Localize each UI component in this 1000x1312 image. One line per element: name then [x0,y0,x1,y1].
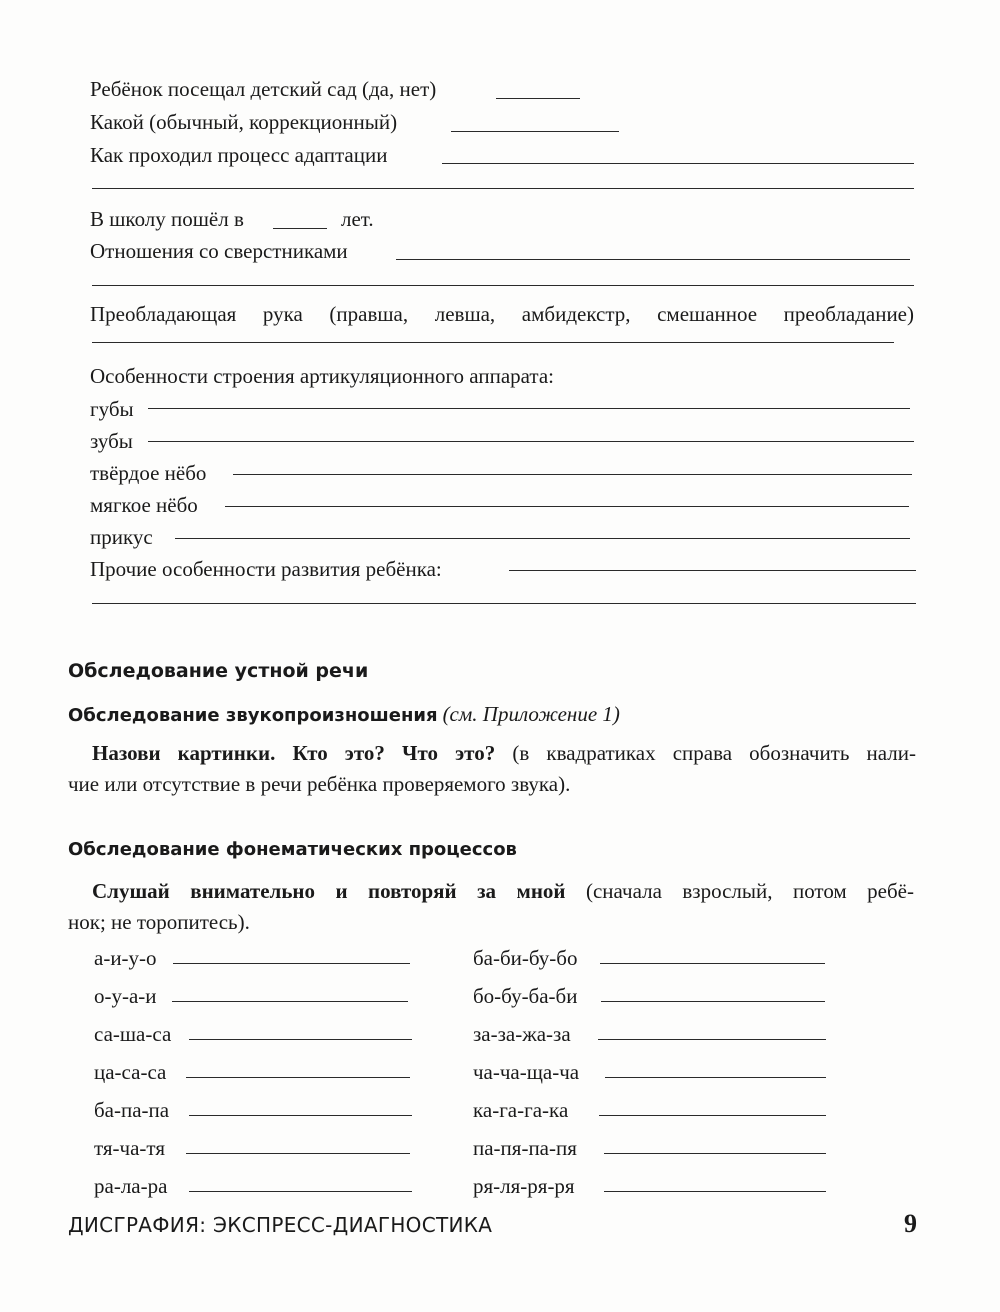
other-features-answer-line[interactable] [509,570,916,571]
syllable-left-7: ра-ла-ра [94,1174,168,1198]
school-start-label: В школу пошёл в [90,207,244,231]
kindergarten-type-label: Какой (обычный, коррекционный) [90,110,398,134]
adaptation-answer-line[interactable] [442,163,914,164]
kindergarten-answer-line[interactable] [496,98,580,99]
phonemic-instruction [68,876,914,938]
appendix-reference: (см. Приложение 1) [442,702,620,726]
kindergarten-label: Ребёнок посещал детский сад (да, нет) [90,77,437,101]
school-start-suffix: лет. [341,207,374,231]
syllable-right-3-line[interactable] [598,1039,826,1040]
syllable-right-4-line[interactable] [605,1077,826,1078]
soft-palate-answer-line[interactable] [225,506,909,507]
pronunciation-title-text: Обследование звукопроизношения [68,705,438,726]
lips-label: губы [90,397,134,421]
handedness-answer-line[interactable] [92,342,894,343]
syllable-right-1-line[interactable] [600,963,825,964]
phonemic-instruction-line-2: нок; не торопитесь). [68,910,250,934]
other-features-label: Прочие особенности развития ребёнка: [90,557,442,581]
handedness-label [90,301,914,327]
syllable-right-7-line[interactable] [604,1191,826,1192]
syllable-left-3: са-ша-са [94,1022,172,1046]
pronunciation-instruction-line-1 [68,738,916,769]
syllable-left-1: а-и-у-о [94,946,157,970]
pronunciation-instruction-rest: (в квадратиках справа обозначить нали- [512,741,917,765]
syllable-right-1: ба-би-бу-бо [473,946,578,970]
syllable-left-7-line[interactable] [189,1191,412,1192]
phonemic-instruction-bold: Слушай внимательно и повторяй за мной [92,879,566,903]
pronunciation-instruction [68,738,916,800]
teeth-answer-line[interactable] [148,441,914,442]
syllable-right-2: бо-бу-ба-би [473,984,578,1008]
adaptation-answer-line-2[interactable] [92,188,914,189]
syllable-right-2-line[interactable] [601,1001,825,1002]
articulation-label: Особенности строения артикуляционного аппарата: [90,364,554,388]
syllable-right-3: за-за-жа-за [473,1022,571,1046]
syllable-left-5: ба-па-па [94,1098,170,1122]
syllable-left-1-line[interactable] [173,963,410,964]
bite-answer-line[interactable] [175,538,910,539]
syllable-left-6-line[interactable] [186,1153,410,1154]
kindergarten-type-answer-line[interactable] [451,131,619,132]
page-number: 9 [904,1209,917,1238]
peers-answer-line[interactable] [396,259,910,260]
syllable-right-4: ча-ча-ща-ча [473,1060,580,1084]
peers-answer-line-2[interactable] [92,285,914,286]
syllable-left-5-line[interactable] [189,1115,412,1116]
school-age-answer-line[interactable] [273,228,327,229]
syllable-right-5-line[interactable] [599,1115,826,1116]
teeth-label: зубы [90,429,133,453]
pronunciation-instruction-line-2: чие или отсутствие в речи ребёнка проверяемого звука). [68,772,571,796]
section-title-phonemic: Обследование фонематических процессов [68,839,517,860]
syllable-left-3-line[interactable] [189,1039,412,1040]
syllable-left-4: ца-са-са [94,1060,167,1084]
syllable-left-6: тя-ча-тя [94,1136,165,1160]
hard-palate-label: твёрдое нёбо [90,461,207,485]
handedness-text: Преобладающая рука (правша, левша, амбидекстр, смешанное преобладание) [90,302,914,326]
subsection-title-pronunciation [68,702,620,727]
peers-label: Отношения со сверстниками [90,239,348,263]
footer-book-title: ДИСГРАФИЯ: ЭКСПРЕСС-ДИАГНОСТИКА [68,1213,493,1237]
syllable-left-2-line[interactable] [172,1001,408,1002]
adaptation-label: Как проходил процесс адаптации [90,143,388,167]
hard-palate-answer-line[interactable] [233,474,912,475]
section-title-oral-speech: Обследование устной речи [68,660,369,682]
syllable-right-5: ка-га-га-ка [473,1098,569,1122]
syllable-left-2: о-у-а-и [94,984,157,1008]
phonemic-instruction-rest: (сначала взрослый, потом ребё- [585,879,914,903]
syllable-left-4-line[interactable] [186,1077,410,1078]
syllable-right-6-line[interactable] [604,1153,826,1154]
other-features-answer-line-2[interactable] [92,603,916,604]
syllable-right-7: ря-ля-ря-ря [473,1174,575,1198]
phonemic-instruction-line-1 [68,876,914,907]
bite-label: прикус [90,525,153,549]
lips-answer-line[interactable] [148,408,910,409]
syllable-right-6: па-пя-па-пя [473,1136,577,1160]
soft-palate-label: мягкое нёбо [90,493,198,517]
pronunciation-instruction-bold: Назови картинки. Кто это? Что это? [92,741,496,765]
